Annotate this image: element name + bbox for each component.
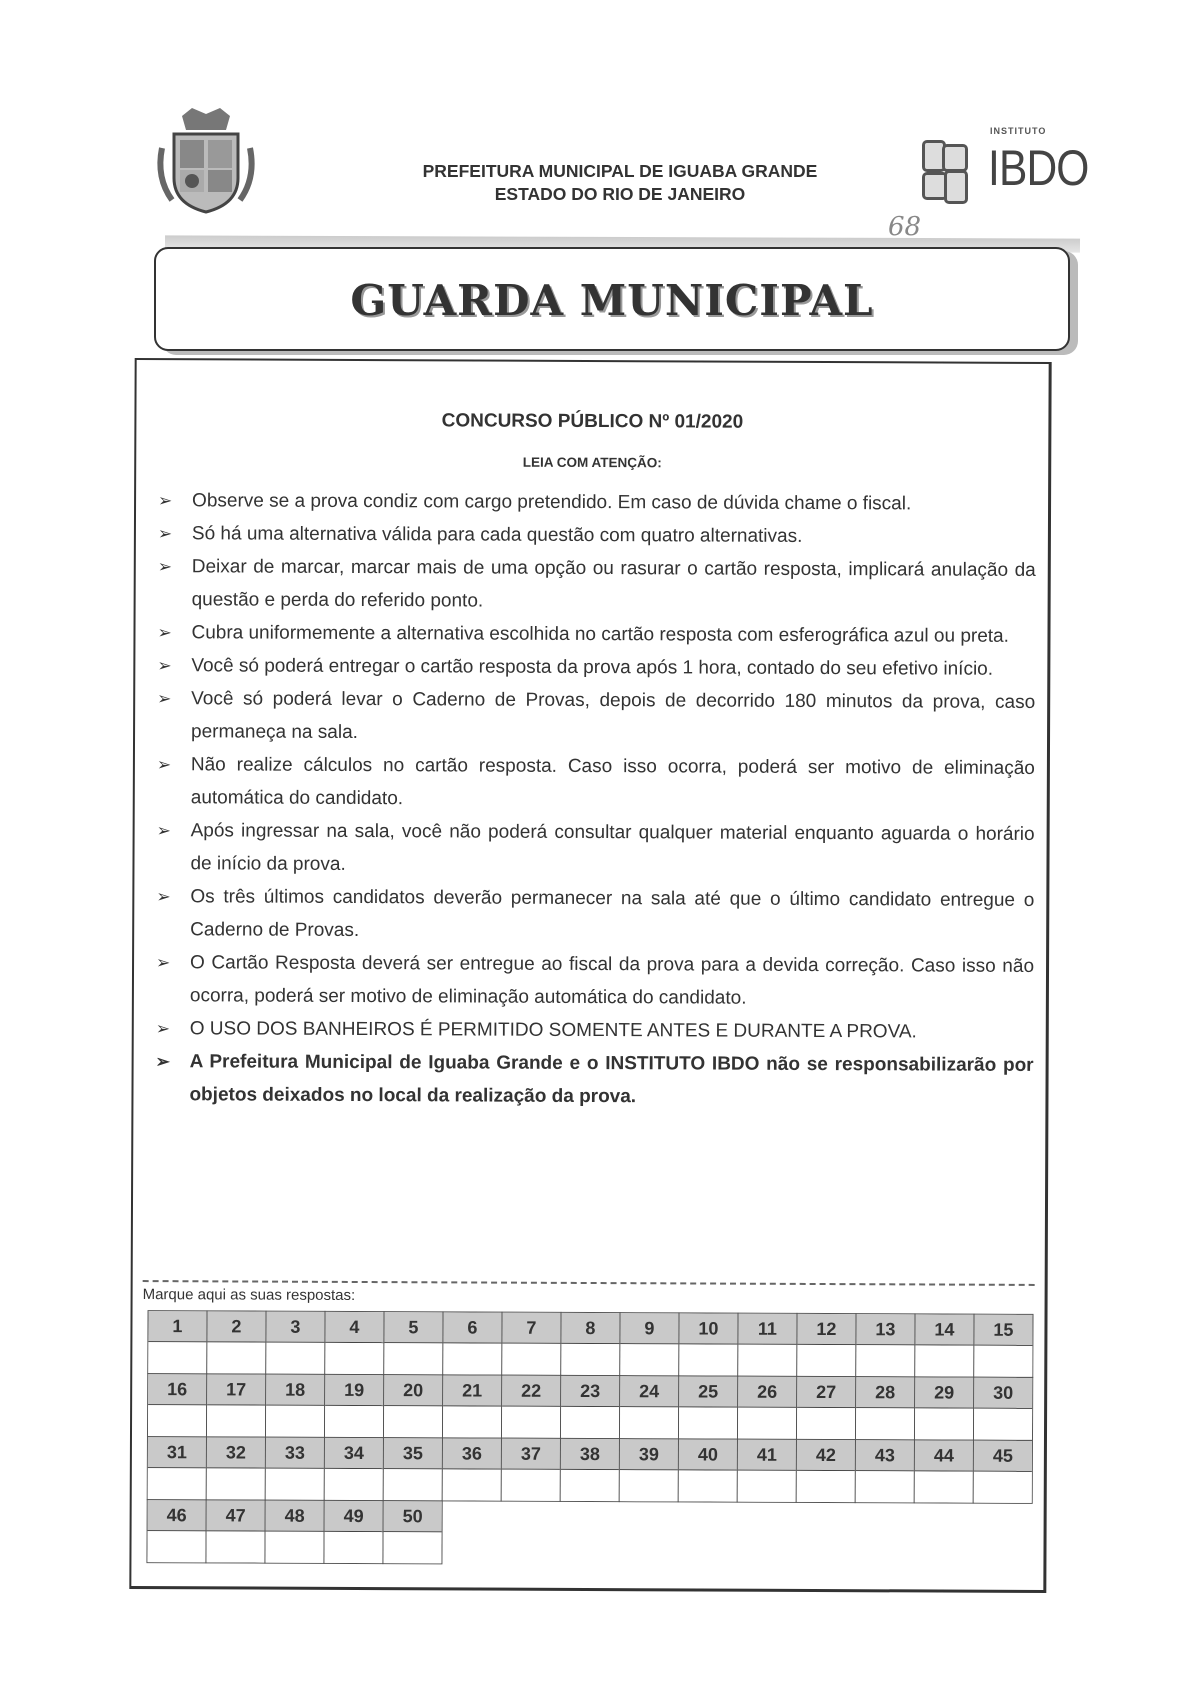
question-number: 29 bbox=[915, 1377, 973, 1408]
answer-cell-18 bbox=[265, 1374, 325, 1438]
answer-cell-6 bbox=[442, 1311, 502, 1375]
answer-field[interactable] bbox=[738, 1408, 796, 1439]
question-number: 20 bbox=[384, 1375, 442, 1406]
answer-cell-13 bbox=[855, 1313, 915, 1377]
answer-field[interactable] bbox=[561, 1470, 619, 1501]
question-number: 45 bbox=[974, 1441, 1032, 1472]
question-number: 17 bbox=[207, 1374, 265, 1405]
answer-cell-11 bbox=[737, 1313, 797, 1377]
answer-cell-42 bbox=[796, 1439, 856, 1503]
instruction-item bbox=[158, 484, 1036, 521]
answer-cell-29 bbox=[914, 1376, 974, 1440]
ibdo-logo bbox=[920, 126, 1095, 202]
cut-line-divider bbox=[143, 1280, 1035, 1286]
question-number: 26 bbox=[738, 1377, 796, 1408]
answer-field[interactable] bbox=[383, 1532, 441, 1563]
instruction-item bbox=[155, 1045, 1033, 1115]
answer-cell-21 bbox=[442, 1374, 502, 1438]
answer-cell-34 bbox=[324, 1437, 384, 1501]
instruction-text: Após ingressar na sala, você não poderá consultar qualquer material enquanto aguarda o horário de início da prova. bbox=[190, 820, 1035, 875]
question-number: 30 bbox=[974, 1378, 1032, 1409]
answer-cell-40 bbox=[678, 1438, 738, 1502]
question-number: 46 bbox=[148, 1500, 206, 1531]
question-number: 23 bbox=[561, 1376, 619, 1407]
attention-heading: LEIA COM ATENÇÃO: bbox=[522, 454, 662, 471]
answer-field[interactable] bbox=[384, 1406, 442, 1437]
answer-cell-22 bbox=[501, 1375, 561, 1439]
question-number: 27 bbox=[797, 1377, 855, 1408]
answer-cell-19 bbox=[324, 1374, 384, 1438]
contest-title: CONCURSO PÚBLICO Nº 01/2020 bbox=[441, 410, 744, 433]
instruction-text: Você só poderá levar o Caderno de Provas, depois de decorrido 180 minutos da prova, caso permaneça na sala. bbox=[191, 688, 1036, 743]
instruction-item bbox=[157, 682, 1035, 752]
logo-ibdo-text: IBDO bbox=[988, 140, 1089, 196]
answer-cell-5 bbox=[383, 1311, 443, 1375]
question-number: 31 bbox=[148, 1437, 206, 1468]
instruction-text: Observe se a prova condiz com cargo pretendido. Em caso de dúvida chame o fiscal. bbox=[192, 490, 912, 515]
answer-cell-14 bbox=[914, 1313, 974, 1377]
answer-cell-43 bbox=[855, 1439, 915, 1503]
answer-cell-1 bbox=[147, 1310, 207, 1374]
instruction-item bbox=[156, 1012, 1034, 1049]
question-number: 28 bbox=[856, 1377, 914, 1408]
answer-field[interactable] bbox=[266, 1406, 324, 1437]
answer-field[interactable] bbox=[915, 1345, 973, 1376]
answer-field[interactable] bbox=[207, 1342, 265, 1373]
answer-cell-31 bbox=[147, 1436, 207, 1500]
instruction-text: Você só poderá entregar o cartão resposta da prova após 1 hora, contado do seu efetivo início. bbox=[191, 655, 994, 680]
question-number: 11 bbox=[738, 1314, 796, 1345]
answer-field[interactable] bbox=[679, 1407, 737, 1438]
instruction-item bbox=[156, 814, 1034, 884]
instruction-text: A Prefeitura Municipal de Iguaba Grande e o INSTITUTO IBDO não se responsabilizarão por objetos deixados no local da realização da prova. bbox=[189, 1051, 1034, 1108]
answer-cell-9 bbox=[619, 1312, 679, 1376]
logo-institute-text: INSTITUTO bbox=[990, 126, 1047, 136]
title-banner bbox=[154, 247, 1070, 351]
question-number: 16 bbox=[148, 1374, 206, 1405]
answer-field[interactable] bbox=[443, 1469, 501, 1500]
answer-field[interactable] bbox=[325, 1469, 383, 1500]
instruction-item bbox=[158, 550, 1036, 620]
arrow-bullet-icon: ➢ bbox=[157, 557, 173, 577]
question-number: 24 bbox=[620, 1376, 678, 1407]
question-number: 47 bbox=[207, 1500, 265, 1531]
header-line-2: ESTADO DO RIO DE JANEIRO bbox=[494, 184, 746, 204]
answer-field[interactable] bbox=[148, 1342, 206, 1373]
answer-field[interactable] bbox=[915, 1471, 973, 1502]
answer-field[interactable] bbox=[502, 1344, 560, 1375]
answer-field[interactable] bbox=[797, 1471, 855, 1502]
answer-cell-48 bbox=[264, 1500, 324, 1564]
answer-field[interactable] bbox=[738, 1345, 796, 1376]
answer-field[interactable] bbox=[384, 1469, 442, 1500]
arrow-bullet-icon: ➢ bbox=[155, 1019, 171, 1039]
answer-field[interactable] bbox=[325, 1343, 383, 1374]
answer-field[interactable] bbox=[679, 1470, 737, 1501]
question-number: 43 bbox=[856, 1440, 914, 1471]
question-number: 37 bbox=[502, 1439, 560, 1470]
answer-cell-39 bbox=[619, 1438, 679, 1502]
question-number: 6 bbox=[443, 1312, 501, 1343]
answer-cell-26 bbox=[737, 1376, 797, 1440]
answer-field[interactable] bbox=[856, 1471, 914, 1502]
answer-field[interactable] bbox=[620, 1470, 678, 1501]
header-line-1: PREFEITURA MUNICIPAL DE IGUABA GRANDE bbox=[422, 161, 818, 181]
question-number: 18 bbox=[266, 1375, 324, 1406]
answer-field[interactable] bbox=[148, 1468, 206, 1499]
question-number: 10 bbox=[679, 1313, 737, 1344]
question-number: 4 bbox=[325, 1312, 383, 1343]
answer-cell-16 bbox=[147, 1373, 207, 1437]
answer-cell-12 bbox=[796, 1313, 856, 1377]
answer-field[interactable] bbox=[502, 1407, 560, 1438]
question-number: 9 bbox=[620, 1313, 678, 1344]
answer-cell-3 bbox=[265, 1311, 325, 1375]
instruction-text: Só há uma alternativa válida para cada questão com quatro alternativas. bbox=[191, 523, 803, 547]
answer-cell-4 bbox=[324, 1311, 384, 1375]
question-number: 42 bbox=[797, 1440, 855, 1471]
question-number: 41 bbox=[738, 1440, 796, 1471]
question-number: 50 bbox=[384, 1501, 442, 1532]
answer-field[interactable] bbox=[443, 1343, 501, 1374]
answer-field[interactable] bbox=[324, 1532, 382, 1563]
instruction-item bbox=[157, 616, 1035, 653]
answer-field[interactable] bbox=[266, 1469, 324, 1500]
question-number: 35 bbox=[384, 1438, 442, 1469]
question-number: 32 bbox=[207, 1437, 265, 1468]
answer-field[interactable] bbox=[147, 1531, 205, 1562]
answer-field[interactable] bbox=[561, 1344, 619, 1375]
answer-cell-50 bbox=[382, 1500, 442, 1564]
answer-field[interactable] bbox=[206, 1531, 264, 1562]
question-number: 36 bbox=[443, 1438, 501, 1469]
answer-field[interactable] bbox=[325, 1406, 383, 1437]
answer-cell-25 bbox=[678, 1375, 738, 1439]
instruction-text: O USO DOS BANHEIROS É PERMITIDO SOMENTE ANTES E DURANTE A PROVA. bbox=[189, 1018, 917, 1043]
answer-field[interactable] bbox=[738, 1471, 796, 1502]
arrow-bullet-icon: ➢ bbox=[156, 953, 171, 973]
question-number: 21 bbox=[443, 1375, 501, 1406]
question-number: 44 bbox=[915, 1440, 973, 1471]
question-number: 13 bbox=[856, 1314, 914, 1345]
instruction-item bbox=[157, 649, 1035, 686]
answer-cell-33 bbox=[265, 1437, 325, 1501]
answer-cell-8 bbox=[560, 1312, 620, 1376]
instructions-list bbox=[155, 484, 1036, 1115]
question-number: 3 bbox=[266, 1312, 324, 1343]
answer-cell-17 bbox=[206, 1373, 266, 1437]
instruction-item bbox=[157, 748, 1035, 818]
answer-cell-2 bbox=[206, 1310, 266, 1374]
answer-cell-37 bbox=[501, 1438, 561, 1502]
answer-cell-45 bbox=[973, 1440, 1033, 1504]
question-number: 49 bbox=[325, 1501, 383, 1532]
arrow-bullet-icon: ➢ bbox=[155, 1052, 170, 1072]
question-number: 48 bbox=[266, 1501, 324, 1532]
question-number: 12 bbox=[797, 1314, 855, 1345]
answer-cell-7 bbox=[501, 1312, 561, 1376]
instruction-text: Cubra uniformemente a alternativa escolhida no cartão resposta com esferográfica azul ou preta. bbox=[191, 622, 1009, 647]
question-number: 33 bbox=[266, 1438, 324, 1469]
answer-cell-15 bbox=[973, 1314, 1033, 1378]
answer-field[interactable] bbox=[974, 1472, 1032, 1503]
answer-field[interactable] bbox=[266, 1343, 324, 1374]
answer-field[interactable] bbox=[620, 1344, 678, 1375]
answer-field[interactable] bbox=[856, 1345, 914, 1376]
question-number: 5 bbox=[384, 1312, 442, 1343]
answer-cell-28 bbox=[855, 1376, 915, 1440]
handwritten-page-number: 68 bbox=[888, 212, 922, 242]
answer-field[interactable] bbox=[797, 1345, 855, 1376]
page-title: GUARDA MUNICIPAL bbox=[350, 276, 874, 325]
institution-header bbox=[380, 160, 860, 206]
answer-cell-32 bbox=[206, 1436, 266, 1500]
instruction-item bbox=[156, 880, 1034, 950]
answer-field[interactable] bbox=[207, 1468, 265, 1499]
question-number: 19 bbox=[325, 1375, 383, 1406]
question-number: 14 bbox=[915, 1314, 973, 1345]
question-number: 15 bbox=[974, 1315, 1032, 1346]
arrow-bullet-icon: ➢ bbox=[157, 689, 172, 709]
answers-label: Marque aqui as suas respostas: bbox=[142, 1286, 356, 1304]
question-number: 39 bbox=[620, 1439, 678, 1470]
answer-field[interactable] bbox=[561, 1407, 619, 1438]
answer-field[interactable] bbox=[265, 1532, 323, 1563]
answer-field[interactable] bbox=[384, 1343, 442, 1374]
answer-field[interactable] bbox=[443, 1406, 501, 1437]
answer-field[interactable] bbox=[207, 1405, 265, 1436]
arrow-bullet-icon: ➢ bbox=[156, 755, 172, 775]
instruction-text: Deixar de marcar, marcar mais de uma opção ou rasurar o cartão resposta, implicará anulação da questão e perda do referido ponto. bbox=[191, 556, 1036, 612]
arrow-bullet-icon: ➢ bbox=[157, 623, 172, 643]
answer-field[interactable] bbox=[915, 1408, 973, 1439]
question-number: 1 bbox=[148, 1311, 206, 1342]
answer-field[interactable] bbox=[856, 1408, 914, 1439]
instruction-text: Não realize cálculos no cartão resposta. Caso isso ocorra, poderá ser motivo de eliminação automática do candidato. bbox=[190, 754, 1035, 810]
answer-field[interactable] bbox=[797, 1408, 855, 1439]
question-number: 34 bbox=[325, 1438, 383, 1469]
instruction-text: Os três últimos candidatos deverão permanecer na sala até que o último candidato entregue o Caderno de Provas. bbox=[190, 886, 1035, 941]
arrow-bullet-icon: ➢ bbox=[157, 656, 172, 676]
answer-field[interactable] bbox=[679, 1344, 737, 1375]
instruction-item bbox=[156, 946, 1034, 1016]
question-number: 25 bbox=[679, 1376, 737, 1407]
answer-field[interactable] bbox=[148, 1405, 206, 1436]
answer-cell-49 bbox=[323, 1500, 383, 1564]
answer-grid bbox=[146, 1310, 1032, 1566]
instruction-text: O Cartão Resposta deverá ser entregue ao fiscal da prova para a devida correção. Caso isso não ocorra, poderá ser motivo de eliminação automática do candidato. bbox=[189, 952, 1035, 1009]
answer-cell-38 bbox=[560, 1438, 620, 1502]
question-number: 8 bbox=[561, 1313, 619, 1344]
arrow-bullet-icon: ➢ bbox=[156, 887, 171, 907]
answer-cell-20 bbox=[383, 1374, 443, 1438]
answer-field[interactable] bbox=[502, 1470, 560, 1501]
answer-field[interactable] bbox=[620, 1407, 678, 1438]
question-number: 7 bbox=[502, 1313, 560, 1344]
answer-cell-36 bbox=[442, 1437, 502, 1501]
answer-cell-24 bbox=[619, 1375, 679, 1439]
answer-cell-27 bbox=[796, 1376, 856, 1440]
question-number: 22 bbox=[502, 1376, 560, 1407]
answer-cell-47 bbox=[205, 1499, 265, 1563]
arrow-bullet-icon: ➢ bbox=[156, 821, 171, 841]
answer-cell-23 bbox=[560, 1375, 620, 1439]
answer-cell-41 bbox=[737, 1439, 797, 1503]
arrow-bullet-icon: ➢ bbox=[158, 491, 173, 511]
answer-field[interactable] bbox=[974, 1409, 1032, 1440]
answer-cell-44 bbox=[914, 1439, 974, 1503]
answer-cell-46 bbox=[146, 1499, 206, 1563]
answer-field[interactable] bbox=[974, 1346, 1032, 1377]
answer-cell-30 bbox=[973, 1377, 1033, 1441]
instruction-item bbox=[158, 517, 1036, 554]
arrow-bullet-icon: ➢ bbox=[157, 524, 173, 544]
question-number: 2 bbox=[207, 1311, 265, 1342]
municipal-coat-of-arms-logo bbox=[152, 108, 260, 218]
answer-cell-35 bbox=[383, 1437, 443, 1501]
question-number: 38 bbox=[561, 1439, 619, 1470]
question-number: 40 bbox=[679, 1439, 737, 1470]
answer-cell-10 bbox=[678, 1312, 738, 1376]
instructions-box bbox=[129, 358, 1051, 1593]
